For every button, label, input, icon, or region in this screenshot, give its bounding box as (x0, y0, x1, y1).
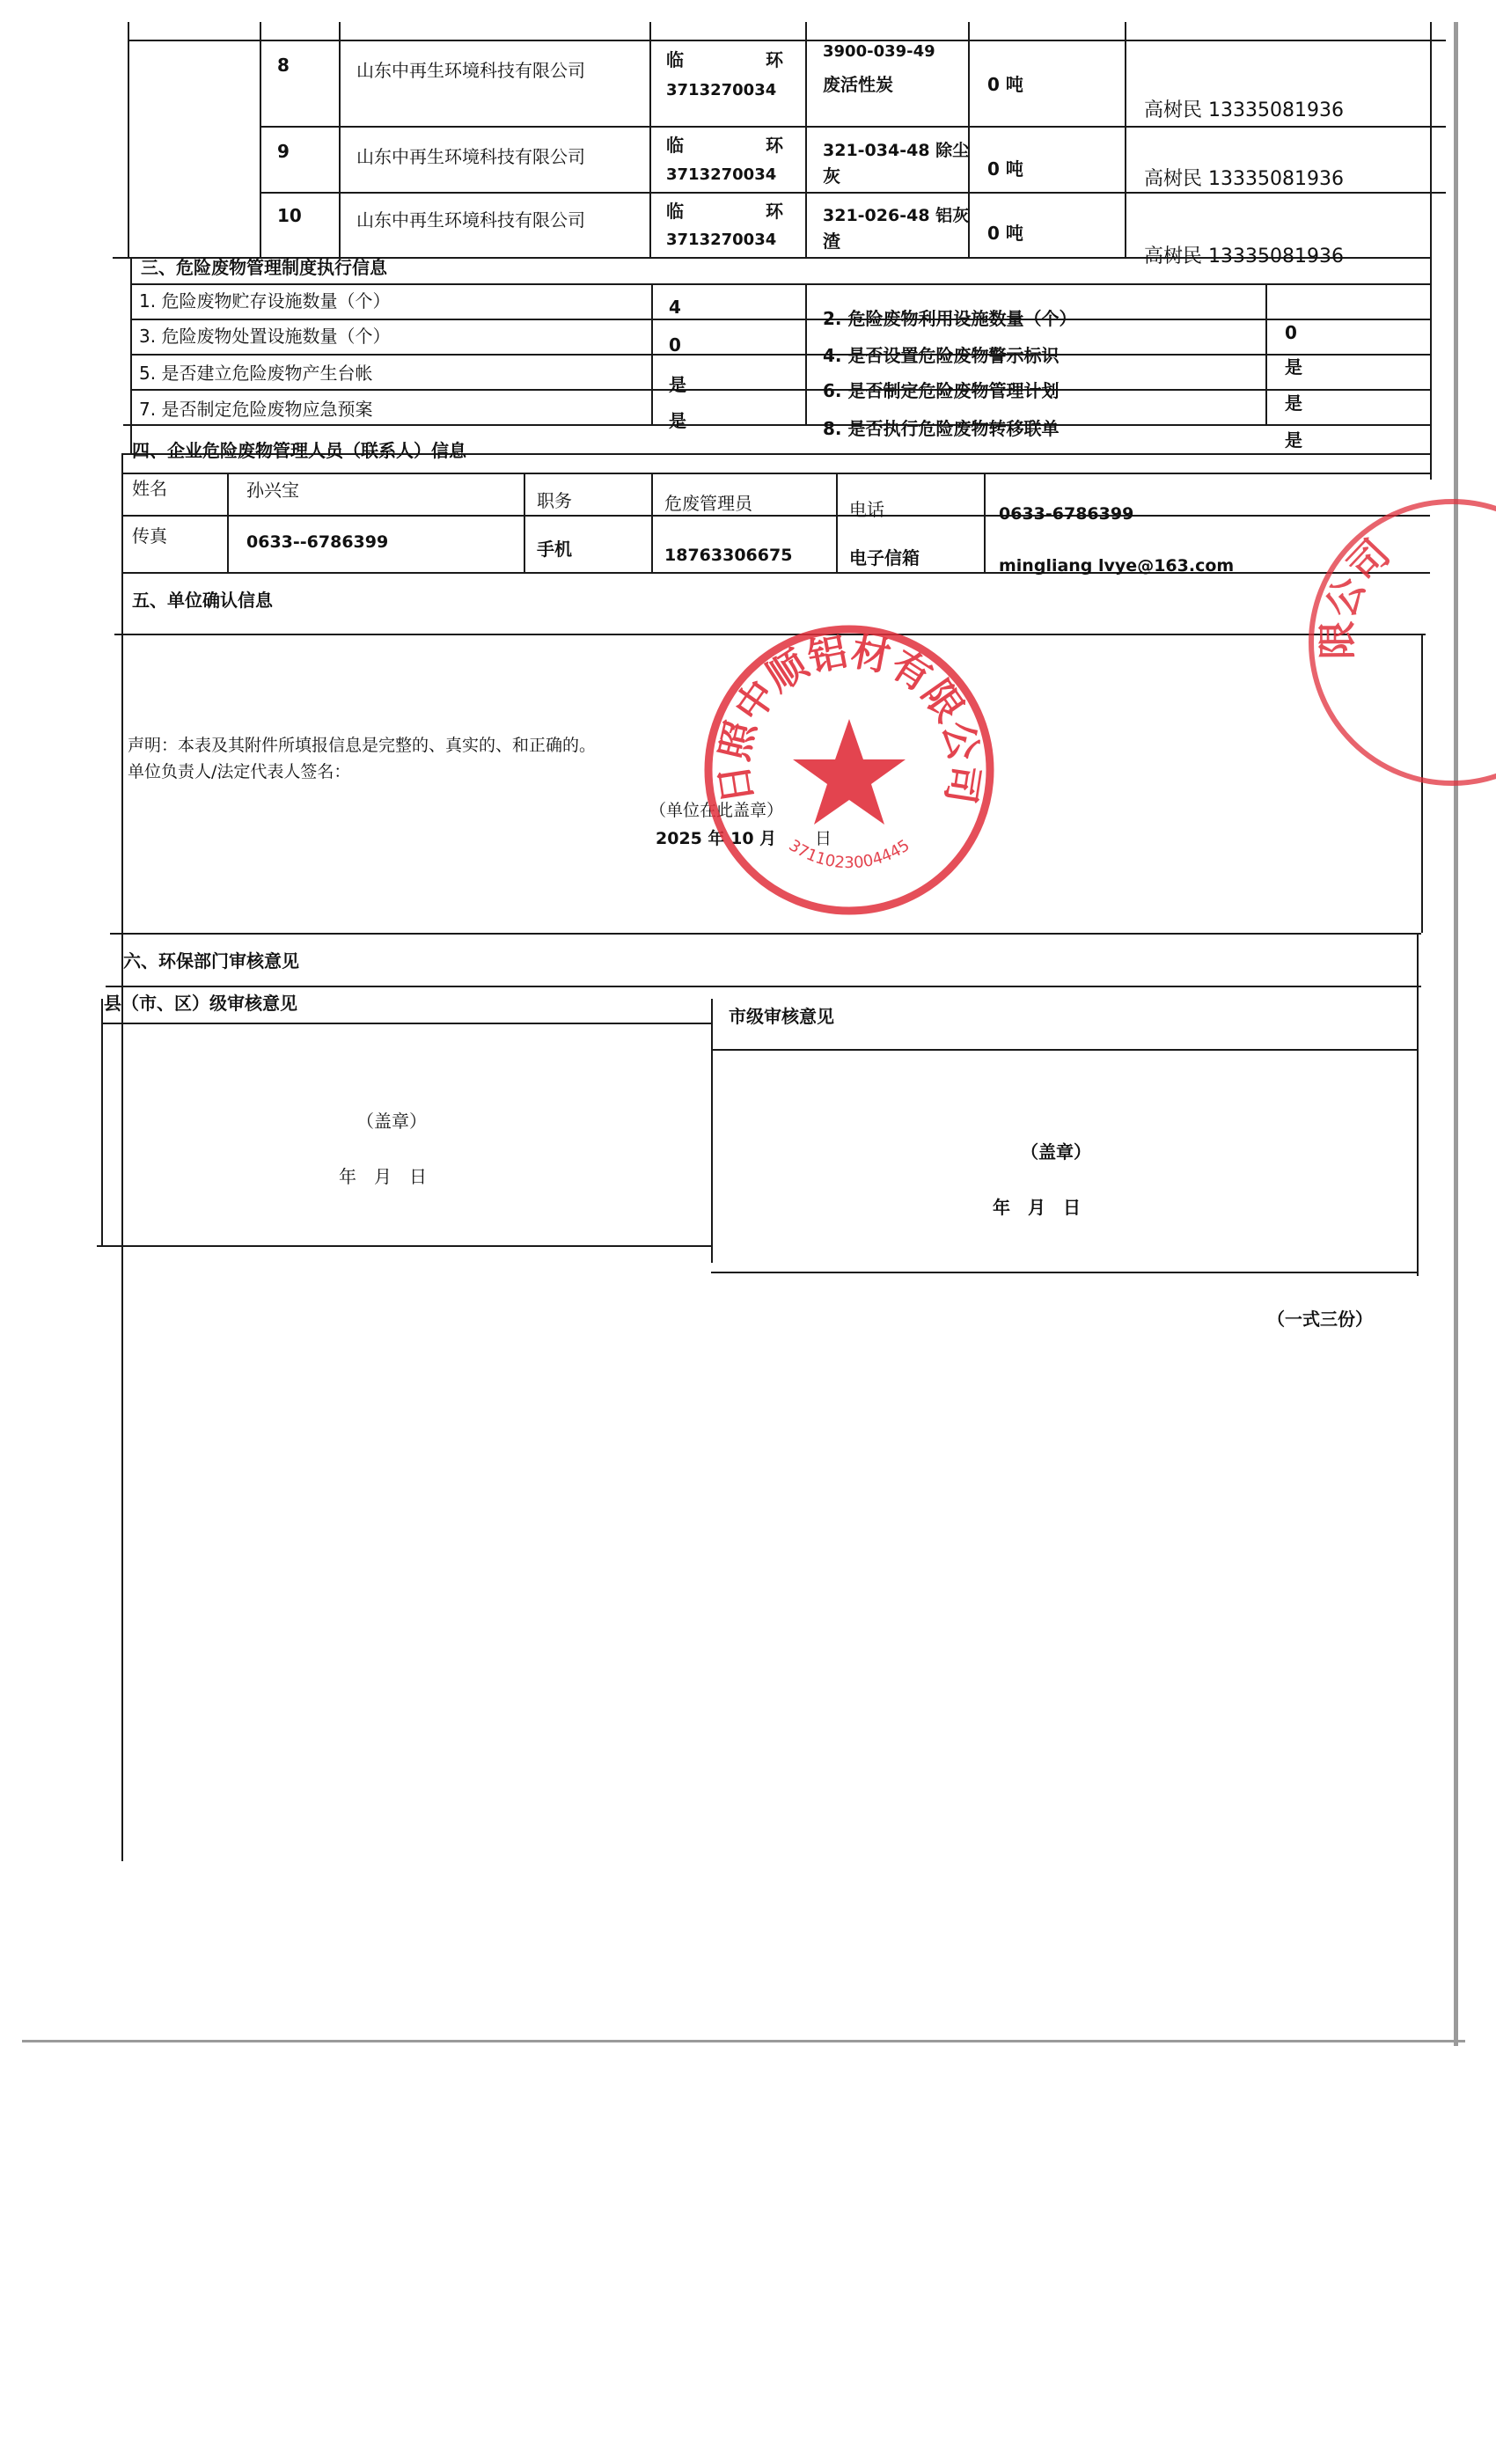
contact-email: mingliang lvye@163.com (999, 556, 1235, 576)
permit-prefix: 临 (666, 201, 684, 222)
table-line (711, 1272, 1417, 1273)
table-line (524, 473, 525, 572)
table-line (651, 473, 653, 572)
contact-person: 高树民 13335081936 (1144, 246, 1344, 268)
question-emergency-plan: 7. 是否制定危险废物应急预案 (139, 399, 373, 420)
table-line (260, 22, 261, 257)
declaration-date: 2025 年 10 月 (656, 829, 777, 848)
table-line (97, 1245, 713, 1247)
table-line (339, 22, 341, 257)
table-line (123, 424, 1430, 426)
contact-phone: 0633-6786399 (999, 504, 1134, 524)
company-name: 山东中再生环境科技有限公司 (356, 146, 585, 167)
row-number: 9 (277, 141, 290, 162)
company-seal-partial-graphic (1302, 493, 1496, 792)
table-line (1125, 22, 1126, 257)
seal-note: （单位在此盖章） (649, 801, 784, 820)
question-storage-facilities: 1. 危险废物贮存设施数量（个） (139, 290, 391, 312)
mobile-label: 手机 (537, 539, 572, 560)
table-line (130, 257, 132, 453)
section-4-title: 四、企业危险废物管理人员（联系人）信息 (132, 440, 466, 461)
table-line (260, 126, 1446, 128)
declaration-date-day: 日 (815, 829, 832, 848)
table-line (805, 22, 807, 257)
table-line (121, 453, 123, 1861)
company-name: 山东中再生环境科技有限公司 (356, 209, 585, 231)
contact-person: 高树民 13335081936 (1144, 99, 1344, 121)
contact-mobile: 18763306675 (664, 546, 793, 565)
question-utilization-facilities: 2. 危险废物利用设施数量（个） (823, 308, 1077, 329)
table-line (260, 192, 1446, 194)
email-label: 电子信箱 (849, 547, 920, 568)
name-label: 姓名 (132, 478, 167, 499)
company-seal-partial (1302, 493, 1496, 792)
scan-edge (22, 2040, 1465, 2042)
waste-name: 渣 (823, 231, 840, 252)
declaration-statement: 声明：本表及其附件所填报信息是完整的、真实的、和正确的。 (128, 736, 597, 755)
waste-amount: 0 吨 (987, 223, 1023, 244)
waste-name: 废活性炭 (823, 74, 893, 95)
svg-text:3711023004445: 3711023004445 (785, 836, 913, 873)
answer-ledger: 是 (669, 374, 686, 395)
row-number: 8 (277, 55, 290, 76)
waste-code: 321-026-48 铝灰 (823, 206, 970, 225)
city-seal-label: （盖章） (1021, 1141, 1091, 1162)
table-line (1265, 283, 1267, 424)
table-line (128, 22, 129, 257)
question-warning-signs: 4. 是否设置危险废物警示标识 (823, 345, 1060, 366)
contact-name: 孙兴宝 (246, 480, 299, 501)
permit-suffix: 环 (766, 135, 783, 156)
city-date: 年 月 日 (993, 1197, 1081, 1218)
post-label: 职务 (537, 490, 572, 511)
permit-suffix: 环 (766, 49, 783, 70)
table-line (984, 473, 986, 572)
phone-label: 电话 (849, 499, 884, 520)
county-date: 年 月 日 (339, 1166, 427, 1187)
section-5-title: 五、单位确认信息 (132, 590, 273, 611)
permit-prefix: 临 (666, 135, 684, 156)
svg-text:日照中顺铝材有限公司: 日照中顺铝材有限公司 (711, 629, 987, 807)
permit-code: 3713270034 (666, 231, 777, 249)
answer-management-plan: 是 (1285, 392, 1302, 414)
table-line (121, 515, 1430, 517)
section-3-title: 三、危险废物管理制度执行信息 (141, 257, 387, 278)
table-line (110, 933, 1421, 935)
section-6-title: 六、环保部门审核意见 (123, 950, 299, 972)
table-line (805, 283, 807, 424)
table-line (711, 999, 713, 1263)
table-line (713, 1049, 1417, 1051)
table-line (130, 389, 1430, 391)
table-line (130, 283, 1430, 285)
table-line (227, 473, 229, 572)
waste-amount: 0 吨 (987, 74, 1023, 95)
table-line (130, 354, 1430, 356)
county-seal-label: （盖章） (356, 1111, 427, 1132)
scan-edge (1454, 22, 1458, 2046)
table-line (1417, 933, 1419, 1276)
permit-suffix: 环 (766, 201, 783, 222)
table-line (1430, 22, 1432, 480)
table-line (101, 999, 103, 1245)
table-line (651, 283, 653, 424)
question-transfer-manifest: 8. 是否执行危险废物转移联单 (823, 418, 1060, 439)
fax-label: 传真 (132, 525, 167, 546)
table-line (130, 319, 1430, 320)
question-ledger: 5. 是否建立危险废物产生台帐 (139, 363, 373, 384)
answer-utilization-facilities: 0 (1285, 322, 1297, 343)
answer-storage-facilities: 4 (669, 297, 681, 318)
contact-fax: 0633--6786399 (246, 532, 389, 552)
waste-name: 灰 (823, 165, 840, 187)
question-disposal-facilities: 3. 危险废物处置设施数量（个） (139, 326, 391, 347)
answer-emergency-plan: 是 (669, 410, 686, 431)
waste-code: 3900-039-49 (823, 42, 935, 61)
answer-disposal-facilities: 0 (669, 334, 681, 356)
answer-warning-signs: 是 (1285, 356, 1302, 378)
permit-code: 3713270034 (666, 81, 777, 99)
company-seal-graphic (700, 620, 999, 920)
contact-person: 高树民 13335081936 (1144, 168, 1344, 190)
svg-text:限公司: 限公司 (1315, 531, 1399, 660)
permit-prefix: 临 (666, 49, 684, 70)
question-management-plan: 6. 是否制定危险废物管理计划 (823, 380, 1060, 401)
answer-transfer-manifest: 是 (1285, 429, 1302, 451)
county-review-label: 县（市、区）级审核意见 (104, 993, 297, 1014)
company-name: 山东中再生环境科技有限公司 (356, 60, 585, 81)
footer-note: （一式三份） (1267, 1309, 1373, 1330)
signer-label: 单位负责人/法定代表人签名： (128, 762, 351, 781)
waste-amount: 0 吨 (987, 158, 1023, 180)
permit-code: 3713270034 (666, 165, 777, 184)
table-line (649, 22, 651, 257)
city-review-label: 市级审核意见 (729, 1006, 834, 1027)
contact-post: 危废管理员 (664, 493, 752, 514)
table-line (836, 473, 838, 572)
company-seal (700, 620, 999, 920)
table-line (128, 40, 1446, 41)
table-line (106, 986, 1421, 987)
row-number: 10 (277, 205, 302, 226)
waste-code: 321-034-48 除尘 (823, 141, 970, 160)
table-line (101, 1023, 712, 1024)
table-line (121, 473, 1430, 474)
